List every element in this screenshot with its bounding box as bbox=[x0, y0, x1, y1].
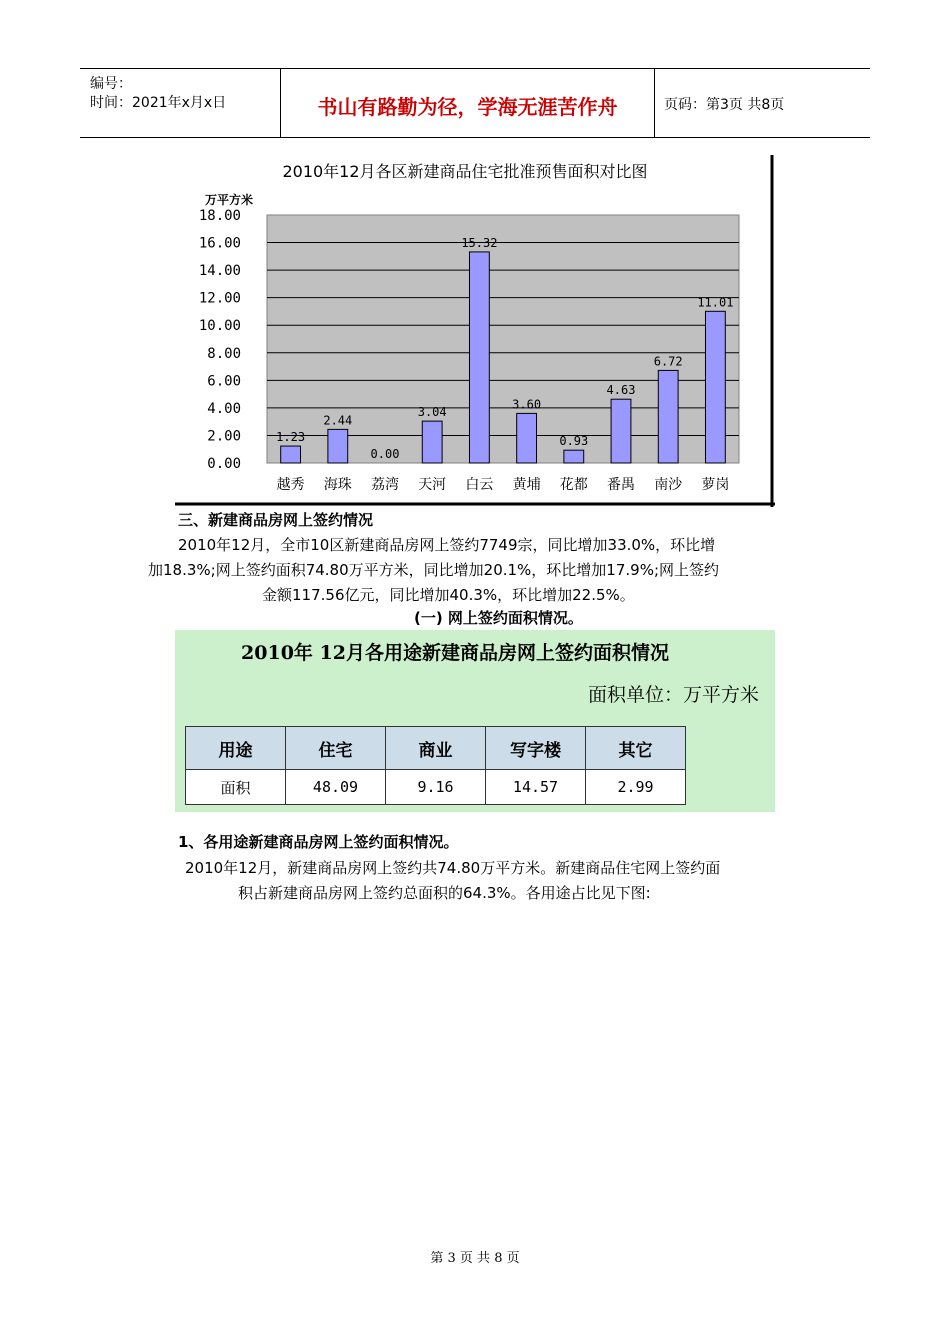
chart-y-tick-label: 0.00 bbox=[207, 456, 241, 472]
chart-bar bbox=[422, 421, 442, 463]
chart-bar bbox=[658, 370, 678, 463]
chart-data-label: 6.72 bbox=[653, 354, 683, 369]
chart-y-tick-label: 16.00 bbox=[198, 235, 241, 252]
chart-data-label: 4.63 bbox=[606, 383, 636, 398]
page-footer: 第 3 页 共 8 页 bbox=[430, 1251, 520, 1266]
chart-y-tick-label: 10.00 bbox=[198, 318, 241, 335]
chart-data-label: 15.32 bbox=[461, 235, 498, 250]
chart-data-label: 0.93 bbox=[559, 434, 589, 449]
chart-x-tick-label: 荔湾 bbox=[371, 477, 399, 493]
table-header-cell: 商业 bbox=[386, 727, 486, 770]
section-3-paragraph-line-1: 2010年12月，全市10区新建商品房网上签约7749宗，同比增加33.0%，环比增 bbox=[178, 536, 716, 554]
chart-bar bbox=[564, 450, 584, 463]
chart-data-label: 1.23 bbox=[276, 430, 306, 445]
table-header-cell: 其它 bbox=[586, 727, 686, 770]
section-1-heading: 1、各用途新建商品房网上签约面积情况。 bbox=[178, 833, 459, 851]
subsection-heading: (一) 网上签约面积情况。 bbox=[414, 609, 583, 627]
header-left-cell bbox=[80, 69, 280, 137]
header-right-cell bbox=[654, 69, 870, 137]
chart-x-tick-label: 黄埔 bbox=[512, 477, 541, 493]
table-header-cell: 用途 bbox=[186, 727, 286, 770]
table-cell: 9.16 bbox=[386, 770, 486, 805]
area-table-title: 2010年 12月各用途新建商品房网上签约面积情况 bbox=[241, 642, 669, 664]
header-motto: 书山有路勤为径，学海无涯苦作舟 bbox=[317, 95, 618, 119]
section-1-paragraph-line-2: 积占新建商品房网上签约总面积的64.3%。各用途占比见下图: bbox=[238, 884, 651, 902]
presale-area-chart bbox=[175, 155, 775, 507]
table-cell: 48.09 bbox=[286, 770, 386, 805]
chart-title: 2010年12月各区新建商品住宅批准预售面积对比图 bbox=[282, 162, 648, 181]
table-header-row bbox=[186, 727, 686, 770]
area-table bbox=[185, 726, 686, 805]
document-time-label: 时间：2021年x月x日 bbox=[90, 95, 227, 111]
chart-x-tick-label: 天河 bbox=[418, 477, 447, 493]
chart-bar bbox=[517, 413, 537, 463]
chart-y-tick-label: 14.00 bbox=[198, 263, 241, 280]
header-page-info: 页码：第3页 共8页 bbox=[664, 97, 785, 113]
chart-x-tick-label: 萝岗 bbox=[701, 477, 730, 493]
header-center-cell bbox=[280, 69, 655, 137]
chart-x-tick-label: 白云 bbox=[465, 477, 494, 493]
chart-x-tick-label: 越秀 bbox=[276, 477, 305, 493]
table-cell: 2.99 bbox=[586, 770, 686, 805]
chart-x-tick-label: 南沙 bbox=[654, 477, 683, 493]
chart-data-label: 0.00 bbox=[370, 447, 400, 461]
table-row bbox=[186, 770, 686, 805]
table-header-cell: 住宅 bbox=[286, 727, 386, 770]
document-number-label: 编号： bbox=[90, 76, 132, 92]
chart-y-tick-label: 2.00 bbox=[207, 428, 241, 445]
table-cell: 面积 bbox=[186, 770, 286, 805]
chart-y-axis-label: 万平方米 bbox=[205, 193, 254, 207]
chart-x-tick-label: 番禺 bbox=[607, 477, 635, 493]
section-1-paragraph-line-1: 2010年12月，新建商品房网上签约共74.80万平方米。新建商品住宅网上签约面 bbox=[185, 859, 721, 877]
area-table-unit: 面积单位：万平方米 bbox=[587, 684, 759, 706]
table-header-cell: 写字楼 bbox=[486, 727, 586, 770]
chart-bar bbox=[705, 311, 725, 463]
chart-x-tick-label: 海珠 bbox=[323, 477, 352, 493]
chart-y-tick-label: 4.00 bbox=[207, 400, 241, 417]
section-3-heading: 三、新建商品房网上签约情况 bbox=[178, 511, 374, 529]
section-3-paragraph-line-2: 加18.3%;网上签约面积74.80万平方米，同比增加20.1%，环比增加17.9%;网上签约 bbox=[148, 561, 720, 579]
chart-data-label: 3.60 bbox=[512, 397, 542, 412]
chart-data-label: 2.44 bbox=[323, 413, 353, 428]
chart-y-tick-label: 8.00 bbox=[207, 345, 241, 362]
chart-y-tick-label: 6.00 bbox=[207, 373, 241, 390]
section-3-paragraph-line-3: 金额117.56亿元，同比增加40.3%，环比增加22.5%。 bbox=[262, 586, 635, 604]
chart-bar bbox=[328, 429, 348, 463]
chart-bar bbox=[281, 446, 301, 463]
chart-x-tick-label: 花都 bbox=[559, 477, 588, 493]
chart-data-label: 3.04 bbox=[417, 405, 447, 420]
table-cell: 14.57 bbox=[486, 770, 586, 805]
page-header bbox=[80, 68, 870, 138]
chart-bar bbox=[469, 252, 489, 463]
chart-bar bbox=[611, 399, 631, 463]
area-table-panel bbox=[175, 630, 775, 812]
chart-y-tick-label: 18.00 bbox=[198, 208, 241, 224]
chart-data-label: 11.01 bbox=[697, 295, 734, 310]
chart-y-tick-label: 12.00 bbox=[198, 290, 241, 307]
chart-svg bbox=[175, 155, 775, 507]
